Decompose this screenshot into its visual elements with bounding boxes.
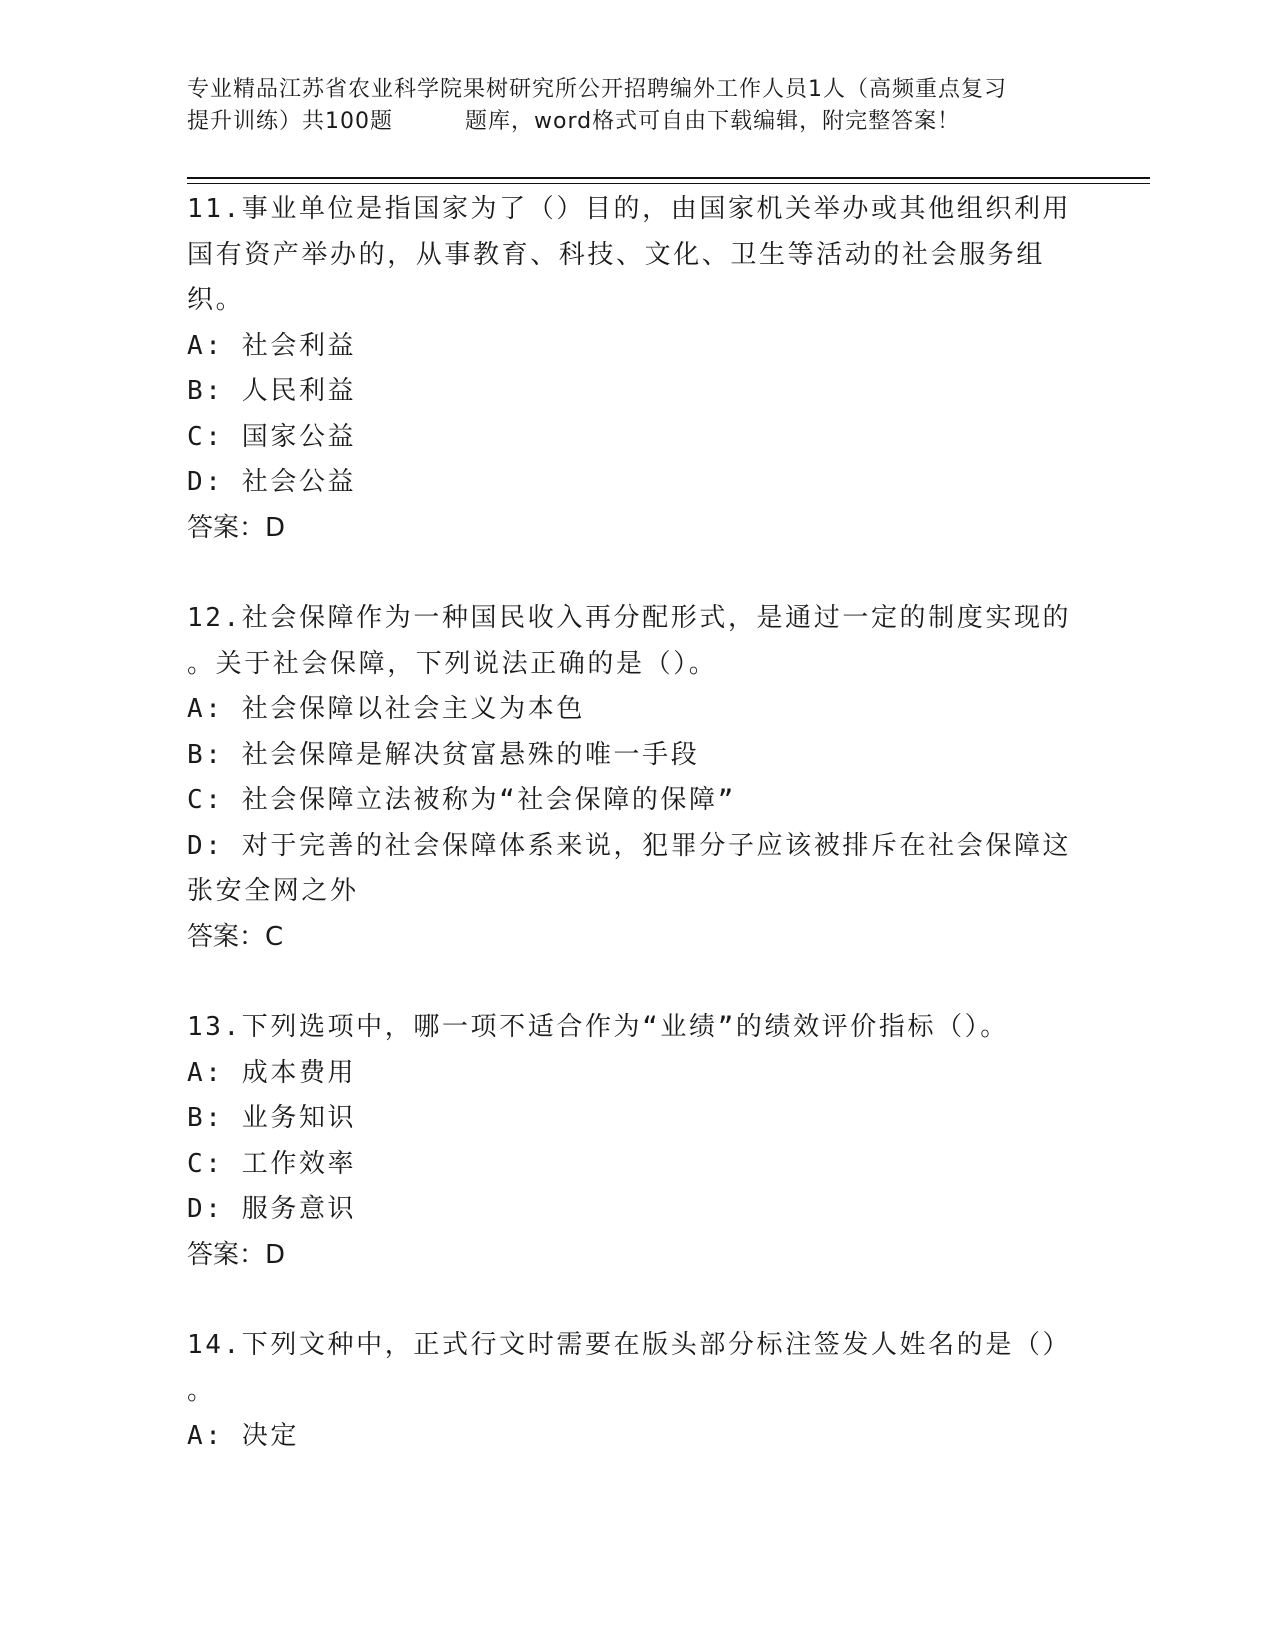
question-text-line: 织。 (187, 285, 245, 315)
question-text-line: 国有资产举办的，从事教育、科技、文化、卫生等活动的社会服务组 (187, 239, 1046, 270)
header-line-2 (187, 106, 1087, 138)
option-a: A: 决定 (187, 1421, 299, 1451)
question-text-line: 。关于社会保障，下列说法正确的是（）。 (187, 648, 718, 679)
header-rule-thick (187, 177, 1150, 179)
question-text-line: 12.社会保障作为一种国民收入再分配形式，是通过一定的制度实现的 (187, 603, 1072, 633)
question-text-line: 13.下列选项中，哪一项不适合作为“业绩”的绩效评价指标（）。 (187, 1012, 1009, 1042)
question-text-line: 。 (187, 1375, 216, 1406)
question-13 (187, 1005, 1087, 1278)
option-d-continued: 张安全网之外 (187, 876, 359, 906)
option-b: B: 业务知识 (187, 1103, 357, 1133)
header-line-2-part-b: 题库，word格式可自由下载编辑，附完整答案！ (465, 109, 961, 134)
answer-line: 答案：D (187, 1239, 286, 1270)
option-c: C: 社会保障立法被称为“社会保障的保障” (187, 785, 736, 815)
header-rule-thin (187, 183, 1150, 184)
option-b: B: 人民利益 (187, 376, 357, 406)
header-line-2-part-a: 提升训练）共100题 (187, 109, 393, 134)
page-header (187, 74, 1087, 138)
header-line-1: 专业精品江苏省农业科学院果树研究所公开招聘编外工作人员1人（高频重点复习 (187, 77, 1007, 102)
option-a: A: 社会利益 (187, 330, 357, 361)
question-14 (187, 1323, 1087, 1460)
question-11 (187, 187, 1087, 551)
option-d: D: 对于完善的社会保障体系来说，犯罪分子应该被排斥在社会保障这 (187, 830, 1072, 861)
option-d: D: 社会公益 (187, 467, 357, 497)
answer-line: 答案：C (187, 921, 284, 952)
option-a: A: 成本费用 (187, 1057, 357, 1088)
option-d: D: 服务意识 (187, 1194, 357, 1224)
option-c: C: 国家公益 (187, 421, 357, 452)
question-text-line: 14.下列文种中，正式行文时需要在版头部分标注签发人姓名的是（） (187, 1330, 1072, 1360)
question-list (187, 187, 1087, 1460)
question-text-line: 11.事业单位是指国家为了（）目的，由国家机关举办或其他组织利用 (187, 194, 1072, 224)
option-b: B: 社会保障是解决贫富悬殊的唯一手段 (187, 739, 700, 770)
option-c: C: 工作效率 (187, 1148, 357, 1179)
answer-line: 答案：D (187, 512, 286, 543)
option-a: A: 社会保障以社会主义为本色 (187, 694, 585, 724)
question-12 (187, 596, 1087, 960)
